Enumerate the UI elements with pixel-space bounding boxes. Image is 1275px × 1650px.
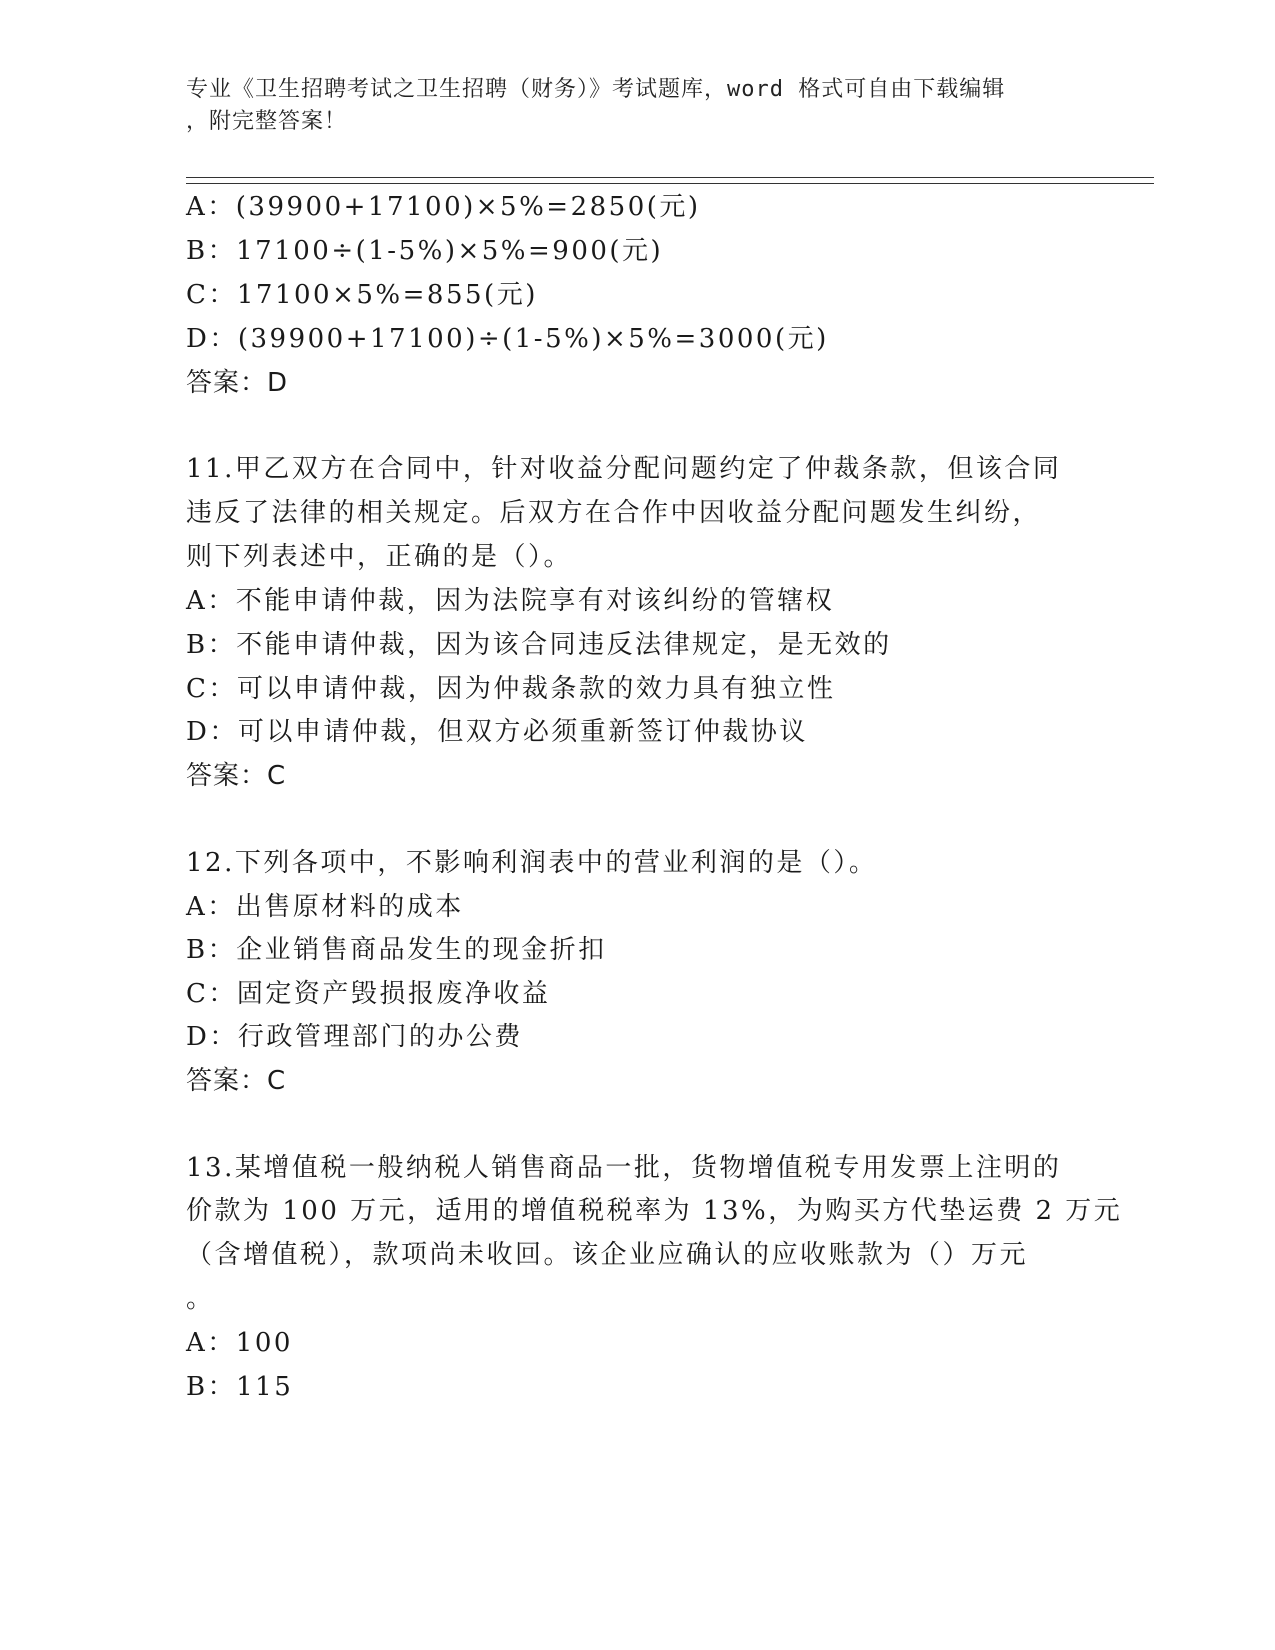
- q11-stem-line-2: 违反了法律的相关规定。后双方在合作中因收益分配问题发生纠纷，: [186, 498, 1042, 528]
- header-divider-bottom: [186, 183, 1154, 184]
- header-line-1: 专业《卫生招聘考试之卫生招聘（财务）》考试题库，word 格式可自由下载编辑: [186, 77, 1006, 102]
- q12-option-c: C：固定资产毁损报废净收益: [186, 979, 551, 1009]
- q11-option-b: B：不能申请仲裁，因为该合同违反法律规定，是无效的: [186, 630, 892, 660]
- q13-option-b: B：115: [186, 1372, 294, 1402]
- q12-option-b: B：企业销售商品发生的现金折扣: [186, 935, 607, 965]
- q10-option-c: C：17100×5%=855(元): [186, 280, 538, 310]
- q13-stem-line-1: 13.某增值税一般纳税人销售商品一批，货物增值税专用发票上注明的: [186, 1153, 1062, 1183]
- q12-option-d: D：行政管理部门的办公费: [186, 1022, 523, 1052]
- q10-option-a: A：(39900+17100)×5%=2850(元): [186, 192, 701, 222]
- q12-answer: 答案：C: [186, 1066, 287, 1096]
- q11-option-c: C：可以申请仲裁，因为仲裁条款的效力具有独立性: [186, 674, 836, 704]
- q10-option-d: D：(39900+17100)÷(1-5%)×5%=3000(元): [186, 324, 829, 354]
- q10-answer: 答案：D: [186, 368, 289, 398]
- q11-option-d: D：可以申请仲裁，但双方必须重新签订仲裁协议: [186, 717, 808, 747]
- document-header: [186, 74, 1086, 138]
- q12-option-a: A：出售原材料的成本: [186, 892, 464, 922]
- q10-option-b: B：17100÷(1-5%)×5%=900(元): [186, 236, 664, 266]
- q13-stem-line-3: （含增值税），款项尚未收回。该企业应确认的应收账款为（）万元: [186, 1240, 1029, 1270]
- q13-option-a: A：100: [186, 1328, 293, 1358]
- q11-option-a: A：不能申请仲裁，因为法院享有对该纠纷的管辖权: [186, 586, 835, 616]
- header-line-2: ，附完整答案！: [186, 109, 348, 134]
- q13-stem-line-2: 价款为 100 万元，适用的增值税税率为 13%，为购买方代垫运费 2 万元: [186, 1196, 1123, 1226]
- q12-stem-line-1: 12.下列各项中，不影响利润表中的营业利润的是（）。: [186, 848, 878, 878]
- q13-stem-line-4: 。: [186, 1284, 215, 1314]
- q11-answer: 答案：C: [186, 761, 287, 791]
- header-divider-top: [186, 177, 1154, 178]
- q11-stem-line-1: 11.甲乙双方在合同中，针对收益分配问题约定了仲裁条款，但该合同: [186, 454, 1062, 484]
- q11-stem-line-3: 则下列表述中，正确的是（）。: [186, 542, 573, 572]
